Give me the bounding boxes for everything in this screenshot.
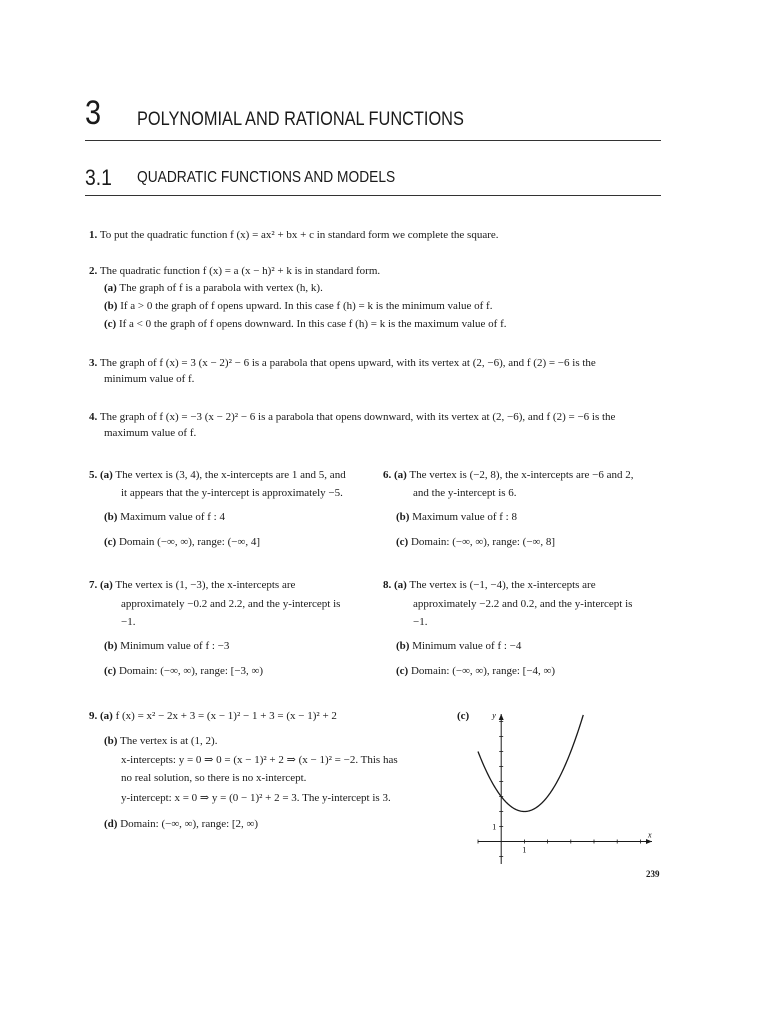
problem-2b: (b) If a > 0 the graph of f opens upward. In this case f (h) = k is the minimum value of f. (104, 300, 493, 312)
graph-ticks (478, 722, 640, 857)
problem-3: 3. The graph of f (x) = 3 (x − 2)² − 6 is a parabola that opens upward, with its vertex at (2, −6), and f (2) = −6 is the (89, 357, 596, 369)
problem-8b: (b) Minimum value of f : −4 (396, 640, 522, 652)
problem-7a: 7. (a) The vertex is (1, −3), the x-intercepts are (89, 579, 296, 591)
problem-number: 1. (89, 229, 98, 241)
problem-8c: (c) Domain: (−∞, ∞), range: [−4, ∞) (396, 665, 556, 677)
y-tick-label: 1 (492, 822, 497, 832)
problem-5b: (b) Maximum value of f : 4 (104, 511, 225, 523)
problem-9b: (b) The vertex is at (1, 2). (104, 735, 218, 747)
problem-8a: 8. (a) The vertex is (−1, −4), the x-intercepts are (383, 579, 596, 591)
chapter-number: 3 (85, 94, 102, 132)
problem-6c: (c) Domain: (−∞, ∞), range: (−∞, 8] (396, 536, 556, 548)
graph-axes (478, 714, 652, 864)
problem-5a: 5. (a) The vertex is (3, 4), the x-intercepts are 1 and 5, and (89, 469, 346, 481)
problem-6a: 6. (a) The vertex is (−2, 8), the x-intercepts are −6 and 2, (383, 469, 634, 481)
y-axis-arrow (499, 714, 504, 720)
page-number: 239 (646, 869, 660, 879)
y-axis-label: y (492, 711, 496, 720)
problem-8a-line3: −1. (413, 616, 428, 628)
problem-7c: (c) Domain: (−∞, ∞), range: [−3, ∞) (104, 665, 264, 677)
problem-6a-line2: and the y-intercept is 6. (413, 487, 517, 499)
problem-9b-line3: no real solution, so there is no x-intercept. (121, 772, 307, 784)
chapter-title: POLYNOMIAL AND RATIONAL FUNCTIONS (137, 109, 464, 130)
problem-9b-line4: y-intercept: x = 0 ⇒ y = (0 − 1)² + 2 = 3. The y-intercept is 3. (121, 792, 391, 804)
parabola-curve (478, 715, 583, 812)
problem-7b: (b) Minimum value of f : −3 (104, 640, 230, 652)
problem-9c-label: (c) (457, 710, 470, 722)
x-axis-arrow (646, 839, 652, 844)
problem-text: To put the quadratic function f (x) = ax² + bx + c in standard form we complete the square. (99, 229, 499, 241)
problem-2: 2. The quadratic function f (x) = a (x − h)² + k is in standard form. (89, 265, 381, 277)
problem-4: 4. The graph of f (x) = −3 (x − 2)² − 6 is a parabola that opens downward, with its vertex at (2, −6), and f (2) = −6 is the (89, 411, 616, 423)
section-rule (85, 195, 661, 196)
x-axis-label: x (648, 830, 652, 840)
problem-5c: (c) Domain (−∞, ∞), range: (−∞, 4] (104, 536, 260, 548)
problem-2c: (c) If a < 0 the graph of f opens downward. In this case f (h) = k is the maximum value of f. (104, 318, 507, 330)
problem-9d: (d) Domain: (−∞, ∞), range: [2, ∞) (104, 818, 259, 830)
problem-7a-line3: −1. (121, 616, 136, 628)
chapter-rule (85, 140, 661, 141)
problem-2a: (a) The graph of f is a parabola with vertex (h, k). (104, 282, 323, 294)
section-title: QUADRATIC FUNCTIONS AND MODELS (137, 169, 396, 186)
problem-9b-line2: x-intercepts: y = 0 ⇒ 0 = (x − 1)² + 2 ⇒ (x − 1)² = −2. This has (121, 754, 398, 766)
problem-6b: (b) Maximum value of f : 8 (396, 511, 517, 523)
problem-3-line2: minimum value of f. (104, 373, 195, 385)
parabola-graph (470, 708, 660, 870)
problem-4-line2: maximum value of f. (104, 427, 197, 439)
problem-5a-line2: it appears that the y-intercept is approximately −5. (121, 487, 343, 499)
problem-7a-line2: approximately −0.2 and 2.2, and the y-intercept is (121, 598, 341, 610)
problem-1 (89, 227, 499, 244)
x-tick-label: 1 (522, 845, 527, 855)
section-number: 3.1 (85, 165, 112, 190)
problem-9a: 9. (a) f (x) = x² − 2x + 3 = (x − 1)² − 1 + 3 = (x − 1)² + 2 (89, 710, 337, 722)
problem-8a-line2: approximately −2.2 and 0.2, and the y-intercept is (413, 598, 633, 610)
